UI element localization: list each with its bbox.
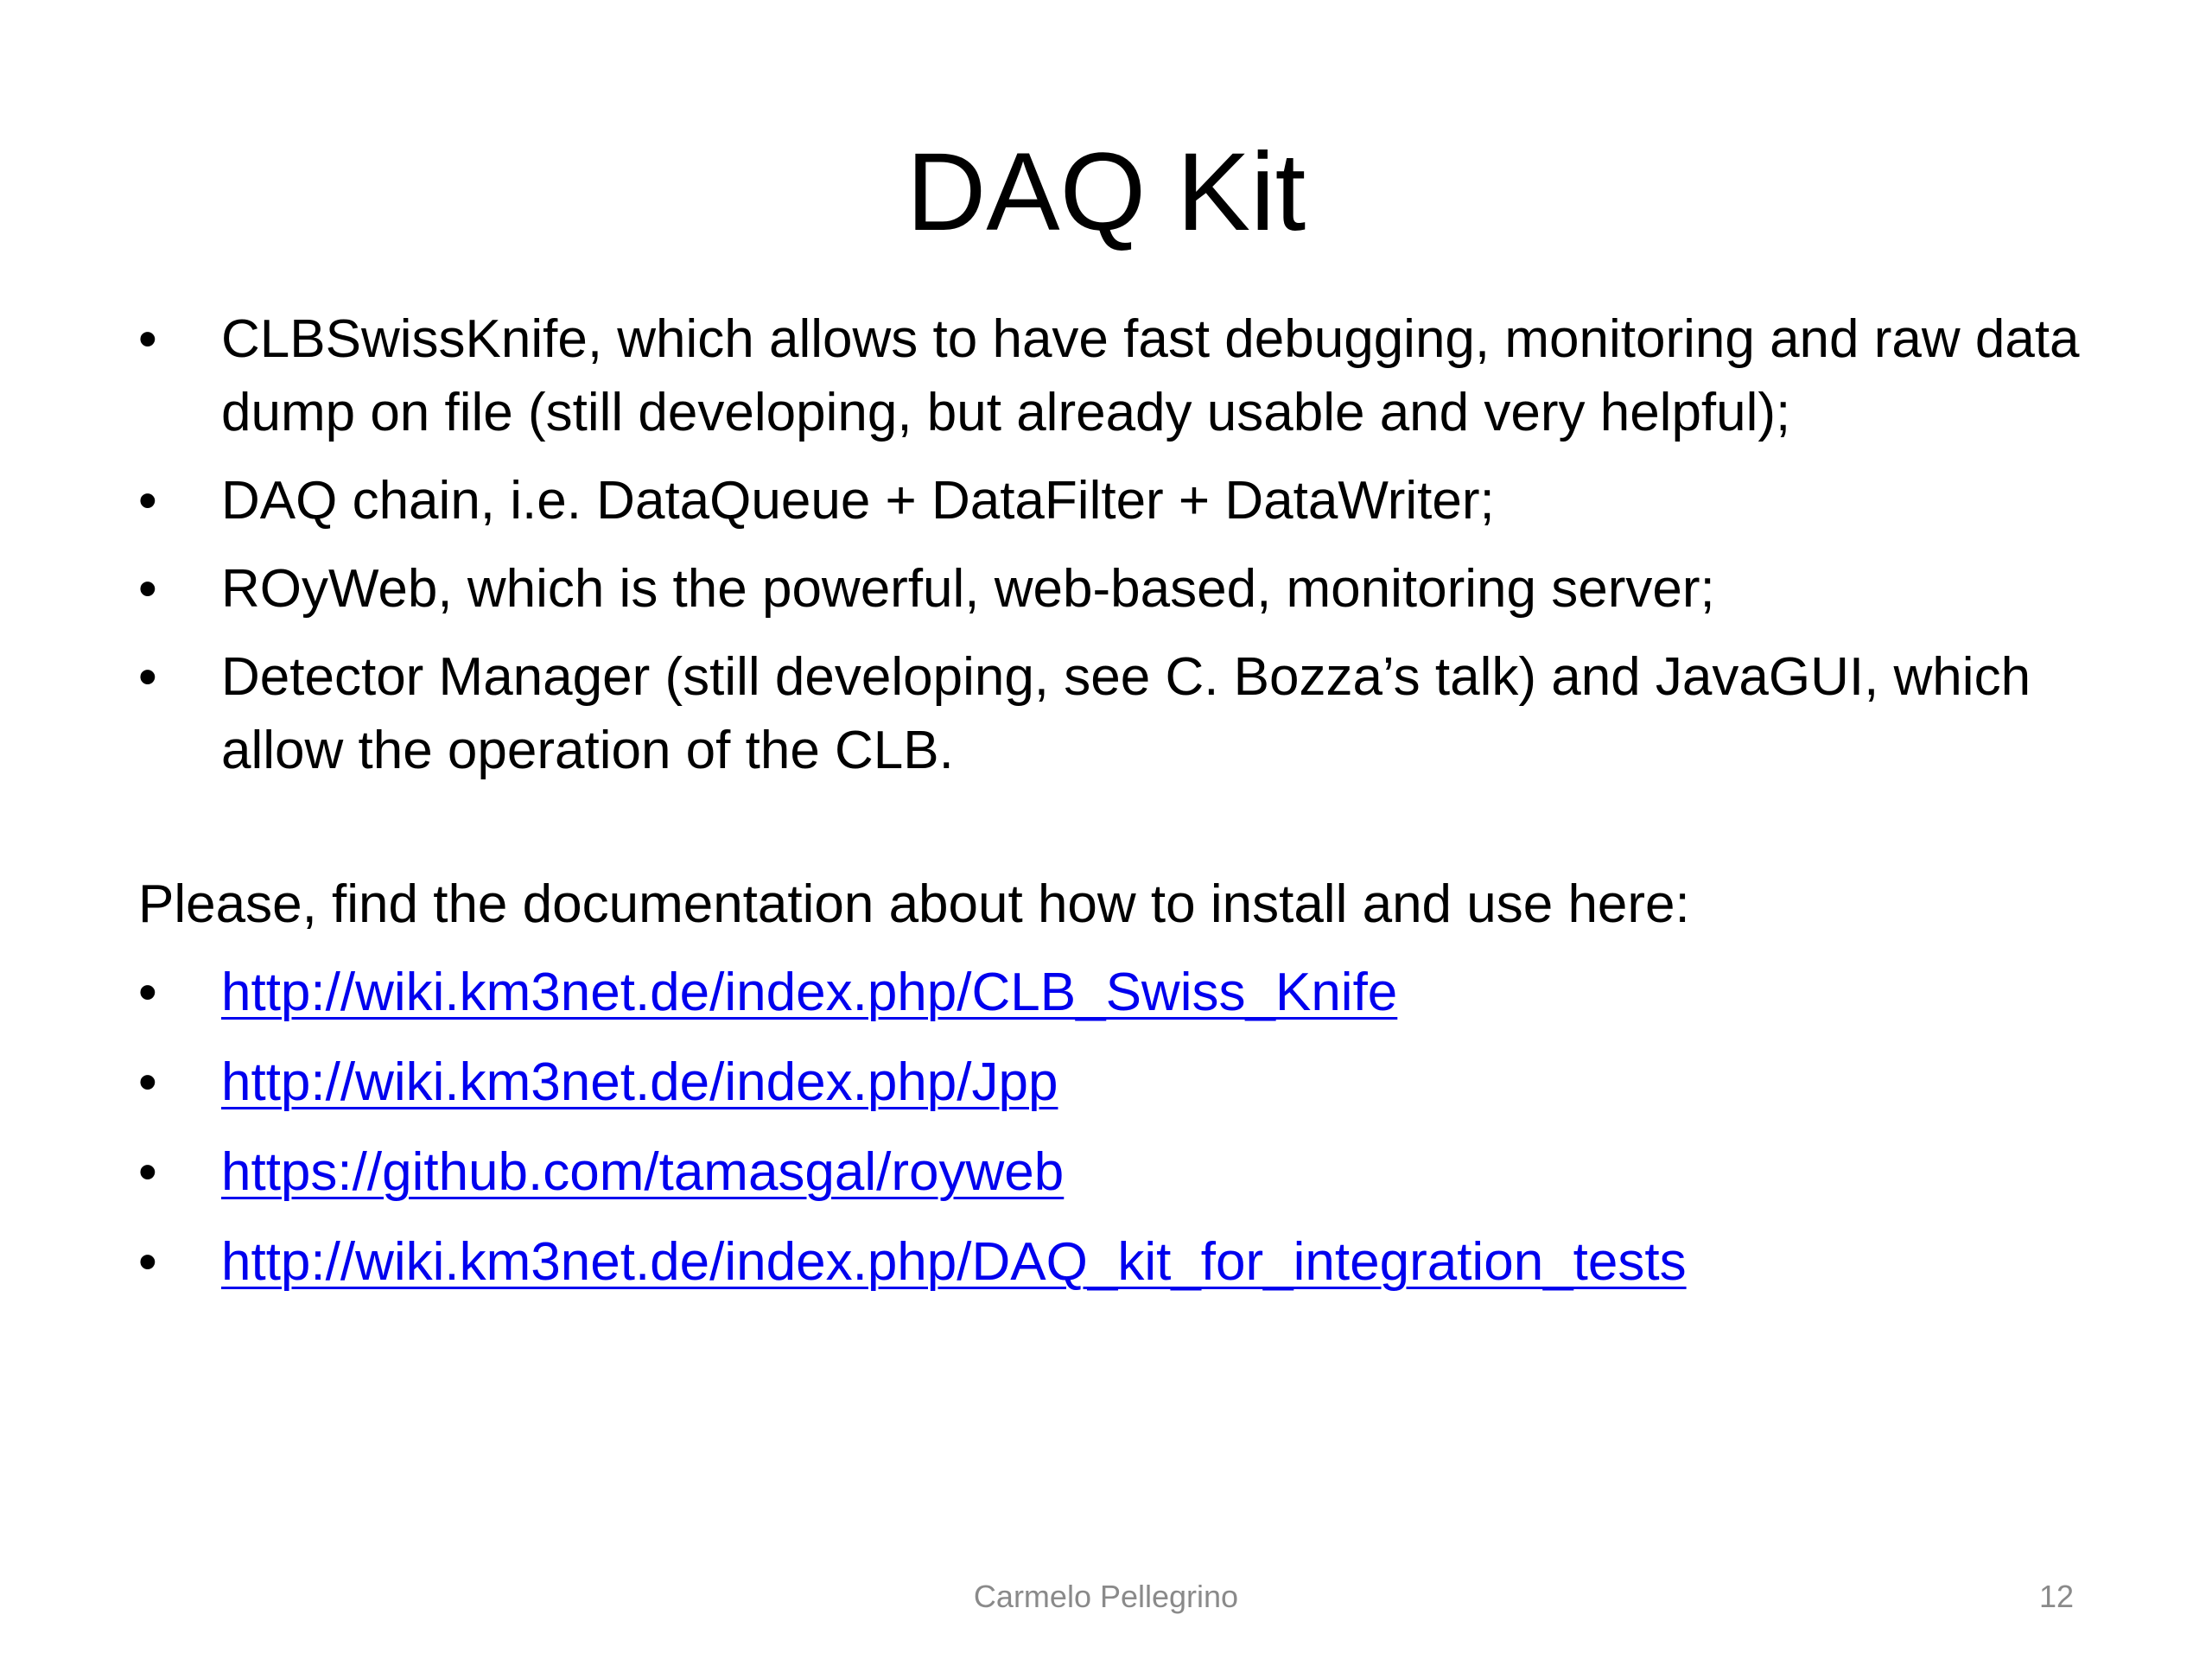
documentation-intro: Please, find the documentation about how to install and use here: [138,874,1690,934]
bullet-icon: • [138,647,157,707]
bullet-icon: • [138,471,157,531]
link-item [138,1225,2082,1299]
section-spacer [138,802,2082,868]
list-item-text: DAQ chain, i.e. DataQueue + DataFilter + DataWriter; [221,471,1495,531]
slide-title: DAQ Kit [906,130,1306,254]
footer-author: Carmelo Pellegrino [973,1579,1239,1614]
list-item [138,464,2082,537]
list-item [138,302,2082,449]
link-daq-kit-integration-tests[interactable]: http://wiki.km3net.de/index.php/DAQ_kit_for_integration_tests [221,1232,1687,1292]
page-number: 12 [2038,1579,2074,1614]
list-item-text: ROyWeb, which is the powerful, web-based, monitoring server; [221,559,1715,619]
link-royweb-github[interactable]: https://github.com/tamasgal/royweb [221,1142,1065,1202]
feature-list [138,302,2082,787]
list-item [138,552,2082,626]
link-item [138,1135,2082,1209]
bullet-icon: • [138,1052,157,1112]
link-item [138,1046,2082,1119]
bullet-icon: • [138,1232,157,1292]
link-jpp[interactable]: http://wiki.km3net.de/index.php/Jpp [221,1052,1058,1112]
bullet-icon: • [138,1142,157,1202]
documentation-links [138,956,2082,1299]
link-clb-swiss-knife[interactable]: http://wiki.km3net.de/index.php/CLB_Swiss_Knife [221,963,1398,1022]
list-item-text: Detector Manager (still developing, see C. Bozza’s talk) and JavaGUI, which allow the operation of the CLB. [221,647,2031,780]
link-item [138,956,2082,1029]
list-item [138,640,2082,787]
bullet-icon: • [138,309,157,369]
slide-content [138,302,2082,1315]
list-item-text: CLBSwissKnife, which allows to have fast debugging, monitoring and raw data dump on file (still developing, but already usable and very helpful); [221,309,2080,442]
bullet-icon: • [138,963,157,1022]
bullet-icon: • [138,559,157,619]
